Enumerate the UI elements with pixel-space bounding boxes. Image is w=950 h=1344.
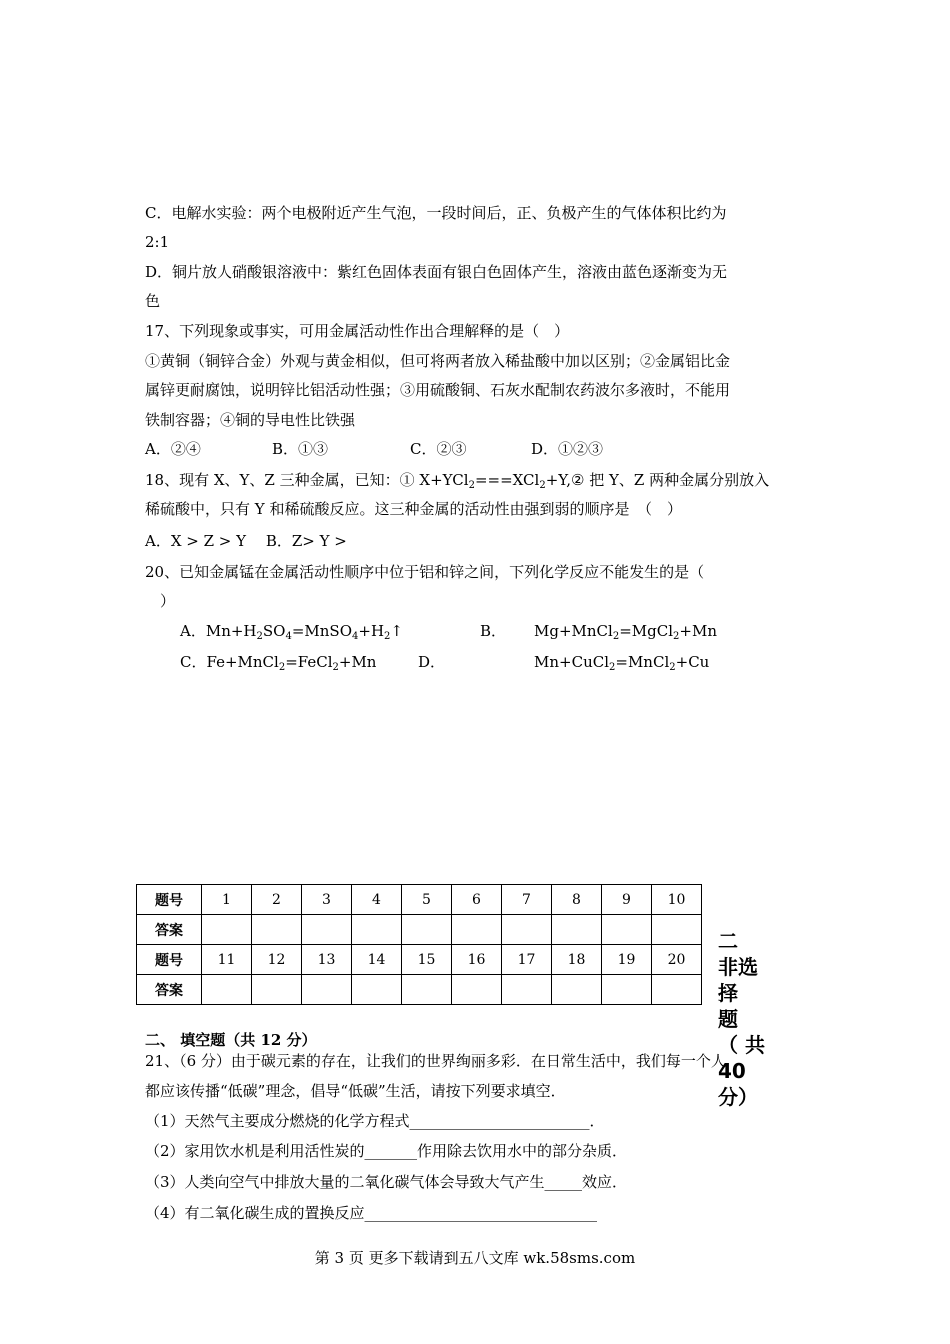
q20-stem-line1: 20、已知金属锰在金属活动性顺序中位于铝和锌之间，下列化学反应不能发生的是（ [145,563,705,581]
heading-fragment: 分） [718,1085,758,1109]
heading-fragment: 二 [718,929,738,953]
q18-text-line2: 稀硫酸中，只有 Y 和稀硫酸反应。这三种金属的活动性由强到弱的顺序是 （ ） [145,500,682,518]
q18-text-line3: A．X > Z > Y B．Z> Y > [145,532,347,550]
q21-part-1: （1）天然气主要成分燃烧的化学方程式________________________． [145,1112,605,1130]
q17-text-line1: ①黄铜（铜锌合金）外观与黄金相似，但可将两者放入稀盐酸中加以区别；②金属铝比金 [145,352,731,370]
q20-option-b-equation: Mg+MnCl$_2$=MgCl$_2$+Mn [534,622,717,642]
q20-option-d-label: D． [418,653,446,671]
question-number: 13 [302,945,352,975]
page-footer: 第 3 页 更多下载请到五八文库 wk.58sms.com [314,1249,636,1267]
q16-option-d-line2: 色 [145,292,161,310]
answer-cell[interactable] [552,915,602,945]
question-number: 8 [552,885,602,915]
row-header: 题号 [137,885,202,915]
q21-part-4: （4）有二氧化碳生成的置换反应_______________________________ [145,1204,598,1222]
answer-cell[interactable] [602,915,652,945]
answer-cell[interactable] [452,975,502,1005]
question-number: 16 [452,945,502,975]
answer-cell[interactable] [552,975,602,1005]
heading-fragment: 40 [718,1059,746,1083]
answer-cell[interactable] [452,915,502,945]
answer-cell[interactable] [302,975,352,1005]
row-header: 答案 [137,915,202,945]
answer-cell[interactable] [502,915,552,945]
heading-fragment: 非选 [718,955,758,979]
question-number: 3 [302,885,352,915]
question-number: 15 [402,945,452,975]
question-number: 19 [602,945,652,975]
answer-cell[interactable] [402,975,452,1005]
question-number: 5 [402,885,452,915]
answer-cell[interactable] [402,915,452,945]
question-number: 2 [252,885,302,915]
q16-option-c-line1: C．电解水实验：两个电极附近产生气泡，一段时间后，正、负极产生的气体体积比约为 [145,204,727,222]
q21-part-3: （3）人类向空气中排放大量的二氧化碳气体会导致大气产生_____效应． [145,1173,628,1191]
row-header: 题号 [137,945,202,975]
answer-cell[interactable] [352,975,402,1005]
question-number: 20 [652,945,702,975]
answer-cell[interactable] [202,975,252,1005]
answer-cell[interactable] [652,915,702,945]
q21-text-line2: 都应该传播“低碳”理念，倡导“低碳”生活，请按下列要求填空． [145,1082,566,1100]
answer-table [136,884,702,1005]
q18-text-line1: 18、现有 X、Y、Z 三种金属，已知：① X+YCl$_2$===XCl$_2$+Y,② 把 Y、Z 两种金属分别放入 [145,471,770,491]
row-header: 答案 [137,975,202,1005]
question-number: 18 [552,945,602,975]
question-number: 1 [202,885,252,915]
q20-option-d-equation: Mn+CuCl$_2$=MnCl$_2$+Cu [534,653,710,673]
question-number: 11 [202,945,252,975]
question-number: 4 [352,885,402,915]
table-row-answers-2 [137,975,702,1005]
q21-part-2: （2）家用饮水机是利用活性炭的_______作用除去饮用水中的部分杂质． [145,1142,628,1160]
q17-option-d: D．①②③ [531,440,604,458]
answer-cell[interactable] [302,915,352,945]
heading-fragment: 题 [718,1007,738,1031]
part-two-heading [718,928,806,1110]
section-two-title: 二、 填空题（共 12 分） [145,1031,317,1049]
q20-option-c: C．Fe+MnCl$_2$=FeCl$_2$+Mn [180,653,377,673]
answer-cell[interactable] [502,975,552,1005]
heading-fragment: （ 共 [718,1033,765,1057]
q17-option-c: C．②③ [410,440,467,458]
question-number: 10 [652,885,702,915]
q16-option-d-line1: D．铜片放人硝酸银溶液中：紫红色固体表面有银白色固体产生，溶液由蓝色逐渐变为无 [145,263,728,281]
table-row-question-numbers-2 [137,945,702,975]
q17-text-line3: 铁制容器；④铜的导电性比铁强 [145,411,356,429]
q21-text-line1: 21、（6 分）由于碳元素的存在，让我们的世界绚丽多彩．在日常生活中，我们每一个人 [145,1052,726,1070]
q17-stem: 17、下列现象或事实，可用金属活动性作出合理解释的是（ ） [145,322,570,340]
question-number: 7 [502,885,552,915]
q16-option-c-line2: 2:1 [145,233,170,251]
q17-option-b: B．①③ [272,440,329,458]
q20-option-a: A．$Mn+H_2SO_4=MnSO_4+H_2↑$ [180,622,403,642]
q20-stem-line2: ） [160,592,176,610]
q17-option-a: A．②④ [145,440,201,458]
q20-option-b-label: B． [480,622,507,640]
heading-fragment: 择 [718,981,738,1005]
q17-text-line2: 属锌更耐腐蚀，说明锌比铝活动性强；③用硫酸铜、石灰水配制农药波尔多液时，不能用 [145,381,731,399]
answer-cell[interactable] [252,975,302,1005]
answer-cell[interactable] [202,915,252,945]
answer-cell[interactable] [602,975,652,1005]
answer-cell[interactable] [352,915,402,945]
table-row-question-numbers-1 [137,885,702,915]
question-number: 6 [452,885,502,915]
question-number: 9 [602,885,652,915]
answer-cell[interactable] [252,915,302,945]
question-number: 12 [252,945,302,975]
table-row-answers-1 [137,915,702,945]
question-number: 17 [502,945,552,975]
answer-cell[interactable] [652,975,702,1005]
question-number: 14 [352,945,402,975]
